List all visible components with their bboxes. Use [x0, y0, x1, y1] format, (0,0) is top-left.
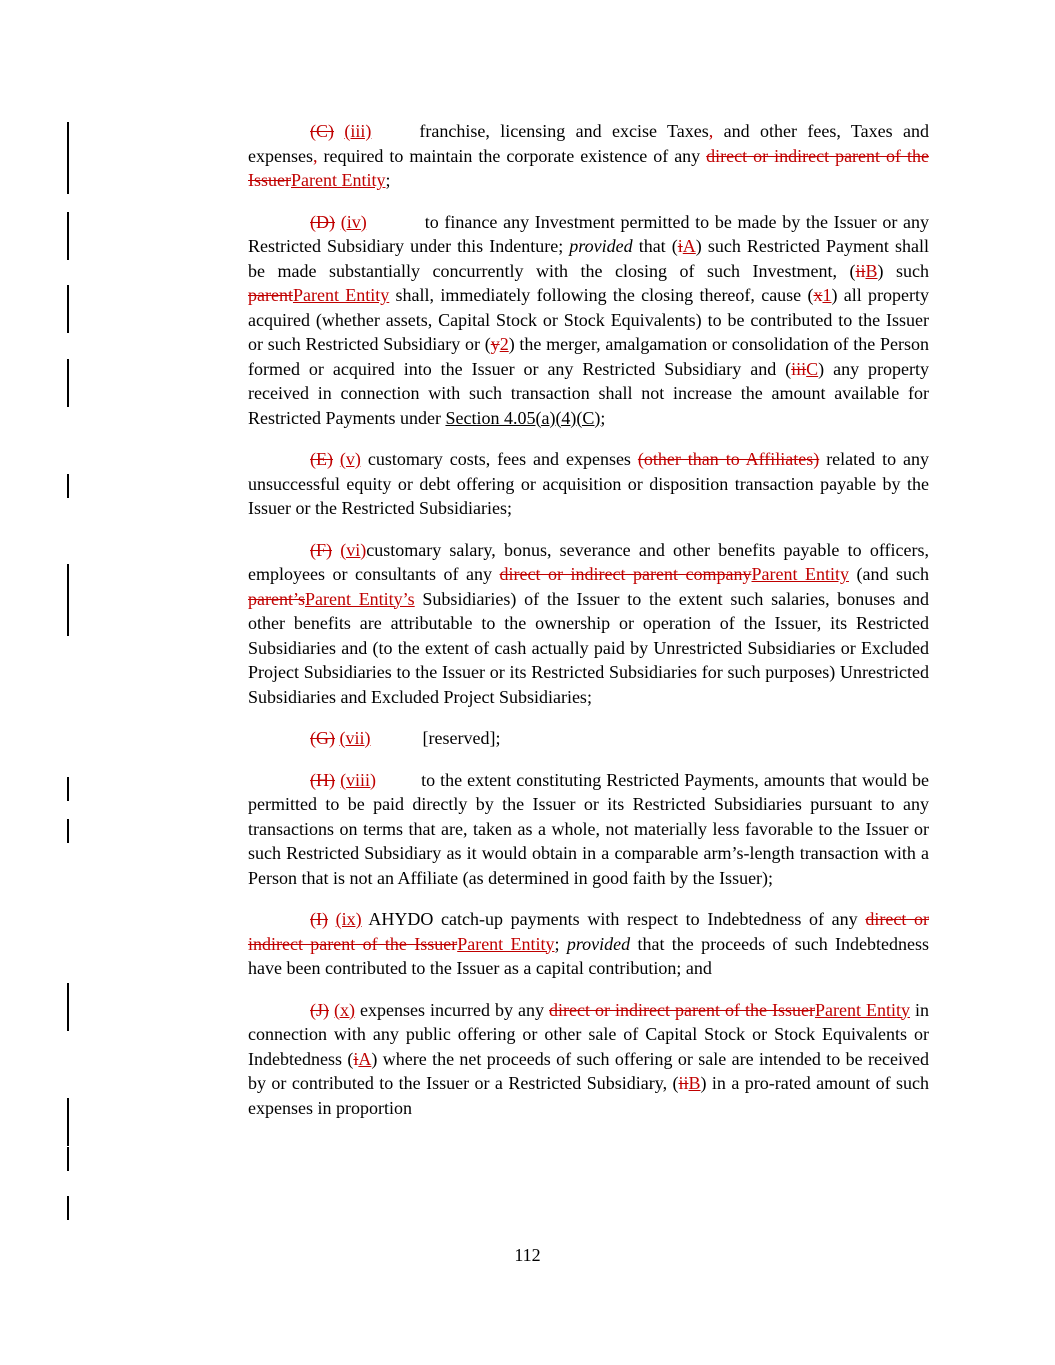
- change-bar: [67, 285, 69, 333]
- deleted-text: ii: [678, 1073, 689, 1093]
- text-run: that (: [632, 236, 678, 256]
- deleted-text: (F): [310, 539, 332, 560]
- deleted-text: direct or indirect parent of the Issuer: [248, 145, 929, 190]
- inserted-text: (x): [334, 999, 356, 1020]
- italic-text: provided: [566, 933, 631, 954]
- inserted-text: Parent Entity: [751, 564, 849, 584]
- deleted-text: (E): [310, 449, 333, 469]
- deleted-text: iii: [791, 358, 807, 379]
- deleted-text: (H): [310, 769, 335, 790]
- text-run: ) any property received in connection with such transaction shall not increase the amount available for Restricted Payments under: [248, 358, 930, 428]
- text-run: ;: [554, 933, 567, 954]
- text-run: ;: [385, 170, 391, 190]
- inserted-text: Parent Entity: [457, 933, 555, 954]
- text-run: (and such: [848, 564, 929, 584]
- paragraph-clause-viii: [248, 768, 929, 891]
- text-run: ) such Restricted Payment shall be made substantially concurrently with the closing of such Investment, (: [248, 236, 929, 281]
- inserted-text: B: [865, 260, 878, 281]
- page-number: 112: [514, 1245, 541, 1265]
- inserted-text: B: [688, 1073, 701, 1093]
- text-run: required to maintain the corporate existence of any: [317, 145, 707, 166]
- document-body: [248, 119, 929, 1120]
- tab-space: [367, 227, 425, 228]
- text-run: ;: [600, 407, 606, 428]
- inserted-text: 2: [499, 334, 509, 354]
- text-run: franchise, licensing and excise Taxes: [419, 121, 709, 141]
- deleted-text: direct or indirect parent of the Issuer: [549, 999, 815, 1020]
- inserted-text: A: [358, 1048, 372, 1069]
- deleted-text: (G): [310, 728, 335, 748]
- paragraph-clause-vii: [248, 726, 929, 751]
- text-run: ) in a pro-rated amount of such expenses in proportion: [248, 1073, 929, 1118]
- inserted-text: (iii): [344, 121, 372, 141]
- inserted-text: C: [806, 358, 819, 379]
- text-run: ) such: [877, 260, 929, 281]
- inserted-text: (vi): [340, 539, 367, 560]
- deleted-text: i: [353, 1048, 359, 1069]
- tab-space: [376, 785, 421, 786]
- deleted-text: parent: [248, 285, 293, 305]
- inserted-text: (iv): [340, 211, 367, 232]
- inserted-text: ,: [708, 121, 714, 141]
- underlined-reference: Section 4.05(a)(4)(C): [445, 407, 601, 428]
- tab-space: [371, 743, 423, 744]
- inserted-text: ,: [312, 145, 318, 166]
- text-run: ) the merger, amalgamation or consolidation of the Person formed or acquired into the Issuer or any Restricted Subsidiary and (: [248, 334, 929, 379]
- tab-space: [371, 136, 419, 137]
- inserted-text: (viii): [340, 769, 377, 790]
- text-run: related to any unsuccessful equity or debt offering or acquisition or disposition transaction payable by the Issuer or the Restricted Subsidiaries;: [248, 449, 929, 518]
- inserted-text: (vii): [339, 728, 371, 748]
- text-run: ) where the net proceeds of such offering or sale are intended to be received by or contributed to the Issuer or a Restricted Subsidiary, (: [248, 1048, 929, 1093]
- change-bar: [67, 1147, 69, 1171]
- text-run: [334, 121, 344, 141]
- text-run: expenses incurred by any: [355, 999, 550, 1020]
- deleted-text: ii: [855, 260, 866, 281]
- change-bar: [67, 359, 69, 407]
- deleted-text: (other than to Affiliates): [637, 449, 820, 469]
- inserted-text: (ix): [335, 909, 362, 929]
- change-bar: [67, 564, 69, 636]
- text-run: in connection with any public offering or other sale of Capital Stock or Stock Equivalents or Indebtedness (: [248, 999, 929, 1069]
- change-bar: [67, 122, 69, 194]
- change-bar: [67, 1196, 69, 1220]
- text-run: to the extent constituting Restricted Payments, amounts that would be permitted to be paid directly by the Issuer or its Restricted Subsidiaries pursuant to any transactions on terms that are, taken as a whole, not materially less favorable to the Issuer or such Restricted Subsidiary as it would obtain in a comparable arm’s-length transaction with a Person that is not an Affiliate (as determined in good faith by the Issuer);: [248, 769, 930, 888]
- text-run: customary costs, fees and expenses: [360, 449, 638, 469]
- text-run: [332, 540, 340, 560]
- change-bar: [67, 474, 69, 498]
- change-bar: [67, 983, 69, 1031]
- change-bar: [67, 777, 69, 801]
- inserted-text: (v): [339, 449, 361, 469]
- change-bar: [67, 1098, 69, 1146]
- inserted-text: Parent Entity’s: [304, 588, 415, 609]
- paragraph-clause-ix: [248, 907, 929, 981]
- deleted-text: direct or indirect parent of the Issuer: [248, 909, 930, 954]
- deleted-text: direct or indirect parent company: [499, 564, 752, 584]
- text-run: that the proceeds of such Indebtedness have been contributed to the Issuer as a capital contribution; and: [248, 933, 929, 978]
- deleted-text: (C): [310, 121, 334, 141]
- text-run: and other fees, Taxes and expenses: [248, 121, 930, 166]
- change-bar: [67, 212, 69, 260]
- paragraph-clause-iv: [248, 210, 929, 431]
- change-bar: [67, 819, 69, 843]
- deleted-text: (J): [310, 999, 329, 1020]
- text-run: [328, 909, 336, 929]
- italic-text: provided: [569, 236, 633, 256]
- inserted-text: 1: [822, 285, 832, 305]
- text-run: ) all property acquired (whether assets, Capital Stock or Stock Equivalents) to be contributed to the Issuer or such Restricted Subsidiary or (: [248, 285, 930, 354]
- paragraph-clause-v: [248, 447, 929, 521]
- paragraph-clause-vi: [248, 538, 929, 710]
- text-run: [reserved];: [422, 728, 501, 748]
- text-run: shall, immediately following the closing thereof, cause (: [389, 285, 814, 305]
- deleted-text: parent’s: [248, 588, 305, 609]
- paragraph-clause-iii: [248, 119, 929, 193]
- deleted-text: i: [677, 236, 683, 256]
- text-run: Subsidiaries) of the Issuer to the extent such salaries, bonuses and other benefits are attributable to the ownership or operation of the Issuer, its Restricted Subsidiaries and (to the extent of cash actually paid by Unrestricted Subsidiaries or Excluded Project Subsidiaries to the Issuer or its Restricted Subsidiaries for such purposes) Unrestricted Subsidiaries and Excluded Project Subsidiaries;: [248, 588, 929, 707]
- text-run: to finance any Investment permitted to be made by the Issuer or any Restricted Subsidiary under this Indenture;: [248, 211, 930, 256]
- inserted-text: Parent Entity: [291, 170, 386, 190]
- deleted-text: y: [490, 334, 500, 354]
- inserted-text: Parent Entity: [292, 285, 390, 305]
- text-run: AHYDO catch-up payments with respect to Indebtedness of any: [361, 909, 866, 929]
- text-run: [333, 449, 340, 469]
- paragraph-clause-x: [248, 998, 929, 1121]
- text-run: customary salary, bonus, severance and other benefits payable to officers, employees or consultants of any: [248, 539, 929, 584]
- inserted-text: A: [682, 236, 696, 256]
- deleted-text: x: [813, 285, 823, 305]
- inserted-text: Parent Entity: [814, 999, 910, 1020]
- deleted-text: (D): [310, 211, 335, 232]
- deleted-text: (I): [310, 909, 328, 929]
